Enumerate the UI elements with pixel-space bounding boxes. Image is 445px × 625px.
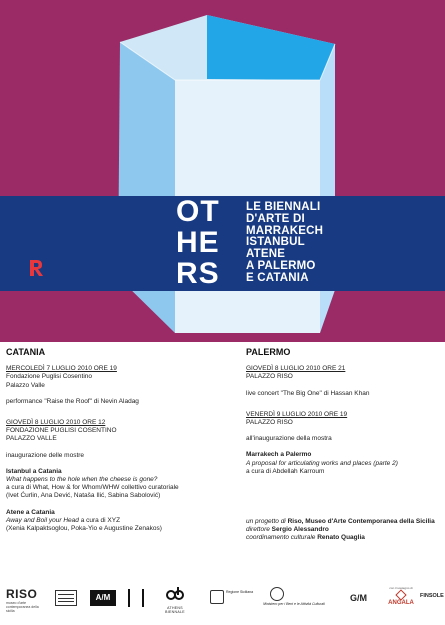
title-line: ATENE xyxy=(246,248,286,261)
museum-logo-icon xyxy=(55,590,77,606)
palermo-heading: PALERMO xyxy=(246,347,291,357)
event-venue: Palazzo Valle xyxy=(6,381,45,389)
exhibition-curator: a cura di What, How & for Whom/WHW collettivo curatoriale xyxy=(6,484,179,492)
exhibition-title: Istanbul a Catania xyxy=(6,467,62,475)
event-date: MERCOLEDÌ 7 LUGLIO 2010 ORE 19 xyxy=(6,365,117,373)
poster-title xyxy=(246,202,323,285)
performance-suffix: di Nevin Aladag xyxy=(93,397,139,405)
title-line: MARRAKECH xyxy=(246,224,324,237)
riso-logo-sub: museo d'arte contemporanea della sicilia xyxy=(6,601,39,613)
palermo-column xyxy=(246,348,441,543)
ist-logo-icon xyxy=(128,589,144,607)
opening-line: inaugurazione delle mostre xyxy=(6,451,85,459)
ministero-text: Ministero per i Beni e le Attività Culturali xyxy=(263,602,325,606)
title-line: E CATANIA xyxy=(246,271,309,284)
biennale-mark-icon xyxy=(165,587,185,601)
riso-logo-text: RISO xyxy=(6,587,38,601)
event-venue: PALAZZO RISO xyxy=(246,373,293,381)
credit-line xyxy=(246,518,441,526)
exhibition-title: Atene a Catania xyxy=(6,508,55,516)
concert-line: live concert "The Big One" di Hassan Khan xyxy=(246,389,370,397)
exhibition-subtitle: A proposal for articulating works and places (parte 2) xyxy=(246,459,398,467)
athens-biennale-logo xyxy=(160,587,190,614)
event-venue: Fondazione Puglisi Cosentino xyxy=(6,373,92,381)
event-venue: FONDAZIONE PUGLISI COSENTINO xyxy=(6,427,117,435)
angala-top-text: con il sostegno di xyxy=(389,586,413,590)
gm-logo: G/M xyxy=(350,593,367,603)
exhibition-artists: (Xenia Kalpaktsoglou, Poka-Yio e Augustine Zenakos) xyxy=(6,525,162,533)
exhibition-curator: a cura di Abdellah Karroum xyxy=(246,467,325,475)
wordmark-line: RS xyxy=(176,257,220,290)
title-line: LE BIENNALI xyxy=(246,201,321,213)
title-line: ISTANBUL xyxy=(246,236,305,249)
credit-line xyxy=(246,534,441,542)
event-venue: PALAZZO VALLE xyxy=(6,435,57,443)
event-date: VENERDÌ 9 LUGLIO 2010 ORE 19 xyxy=(246,410,348,418)
credit-prefix: coordinamento culturale xyxy=(246,534,316,542)
credit-prefix: direttore xyxy=(246,526,270,534)
angala-logo xyxy=(386,586,416,606)
event-date: GIOVEDÌ 8 LUGLIO 2010 ORE 21 xyxy=(246,365,346,373)
catania-heading: CATANIA xyxy=(6,347,46,357)
exhibition-subtitle-line xyxy=(6,517,226,525)
event-date: GIOVEDÌ 8 LUGLIO 2010 ORE 12 xyxy=(6,419,106,427)
angala-diamond-icon xyxy=(395,589,406,600)
catania-column xyxy=(6,348,226,533)
exhibition-artists: (Ivet Ćurlin, Ana Dević, Nataša Ilić, Sabina Sabolović) xyxy=(6,492,161,500)
credit-prefix: un progetto di xyxy=(246,518,286,526)
performance-prefix: performance xyxy=(6,397,43,405)
exhibition-subtitle: Away and Boil your Head xyxy=(6,516,79,524)
opening-line: all'inaugurazione della mostra xyxy=(246,435,332,443)
finsole-logo: FINSOLE xyxy=(420,593,444,599)
exhibition-title: Marrakech a Palermo xyxy=(246,451,312,459)
biennale-text: ATHENS BIENNALE xyxy=(165,606,185,614)
credit-name: Riso, Museo d'Arte Contemporanea della Sicilia xyxy=(287,518,435,526)
others-wordmark xyxy=(176,196,248,289)
regione-text: Regione Siciliana xyxy=(226,590,254,594)
sponsor-logos xyxy=(0,585,445,625)
regione-crest-icon xyxy=(210,590,224,604)
am-logo: A/M xyxy=(90,590,116,606)
wordmark-line: OT xyxy=(176,195,220,228)
wordmark-line: HE xyxy=(176,226,220,259)
title-line: D'ARTE DI xyxy=(246,212,305,225)
title-line: A PALERMO xyxy=(246,259,316,272)
exhibition-subtitle: What happens to the hole when the cheese is gone? xyxy=(6,476,158,484)
performance-line xyxy=(6,398,226,406)
box-bright-panel xyxy=(207,15,335,80)
ministero-emblem-icon xyxy=(270,587,284,601)
exhibition-curator: a cura di XYZ xyxy=(80,516,121,524)
credit-name: Renato Quaglia xyxy=(317,534,365,542)
credit-name: Sergio Alessandro xyxy=(271,526,329,534)
riso-r-logo xyxy=(28,258,46,283)
credit-line xyxy=(246,526,441,534)
performance-title: "Raise the Roof" xyxy=(44,397,92,405)
angala-text: ANGALA xyxy=(388,600,414,606)
riso-logo xyxy=(6,587,40,613)
event-venue: PALAZZO RISO xyxy=(246,419,293,427)
